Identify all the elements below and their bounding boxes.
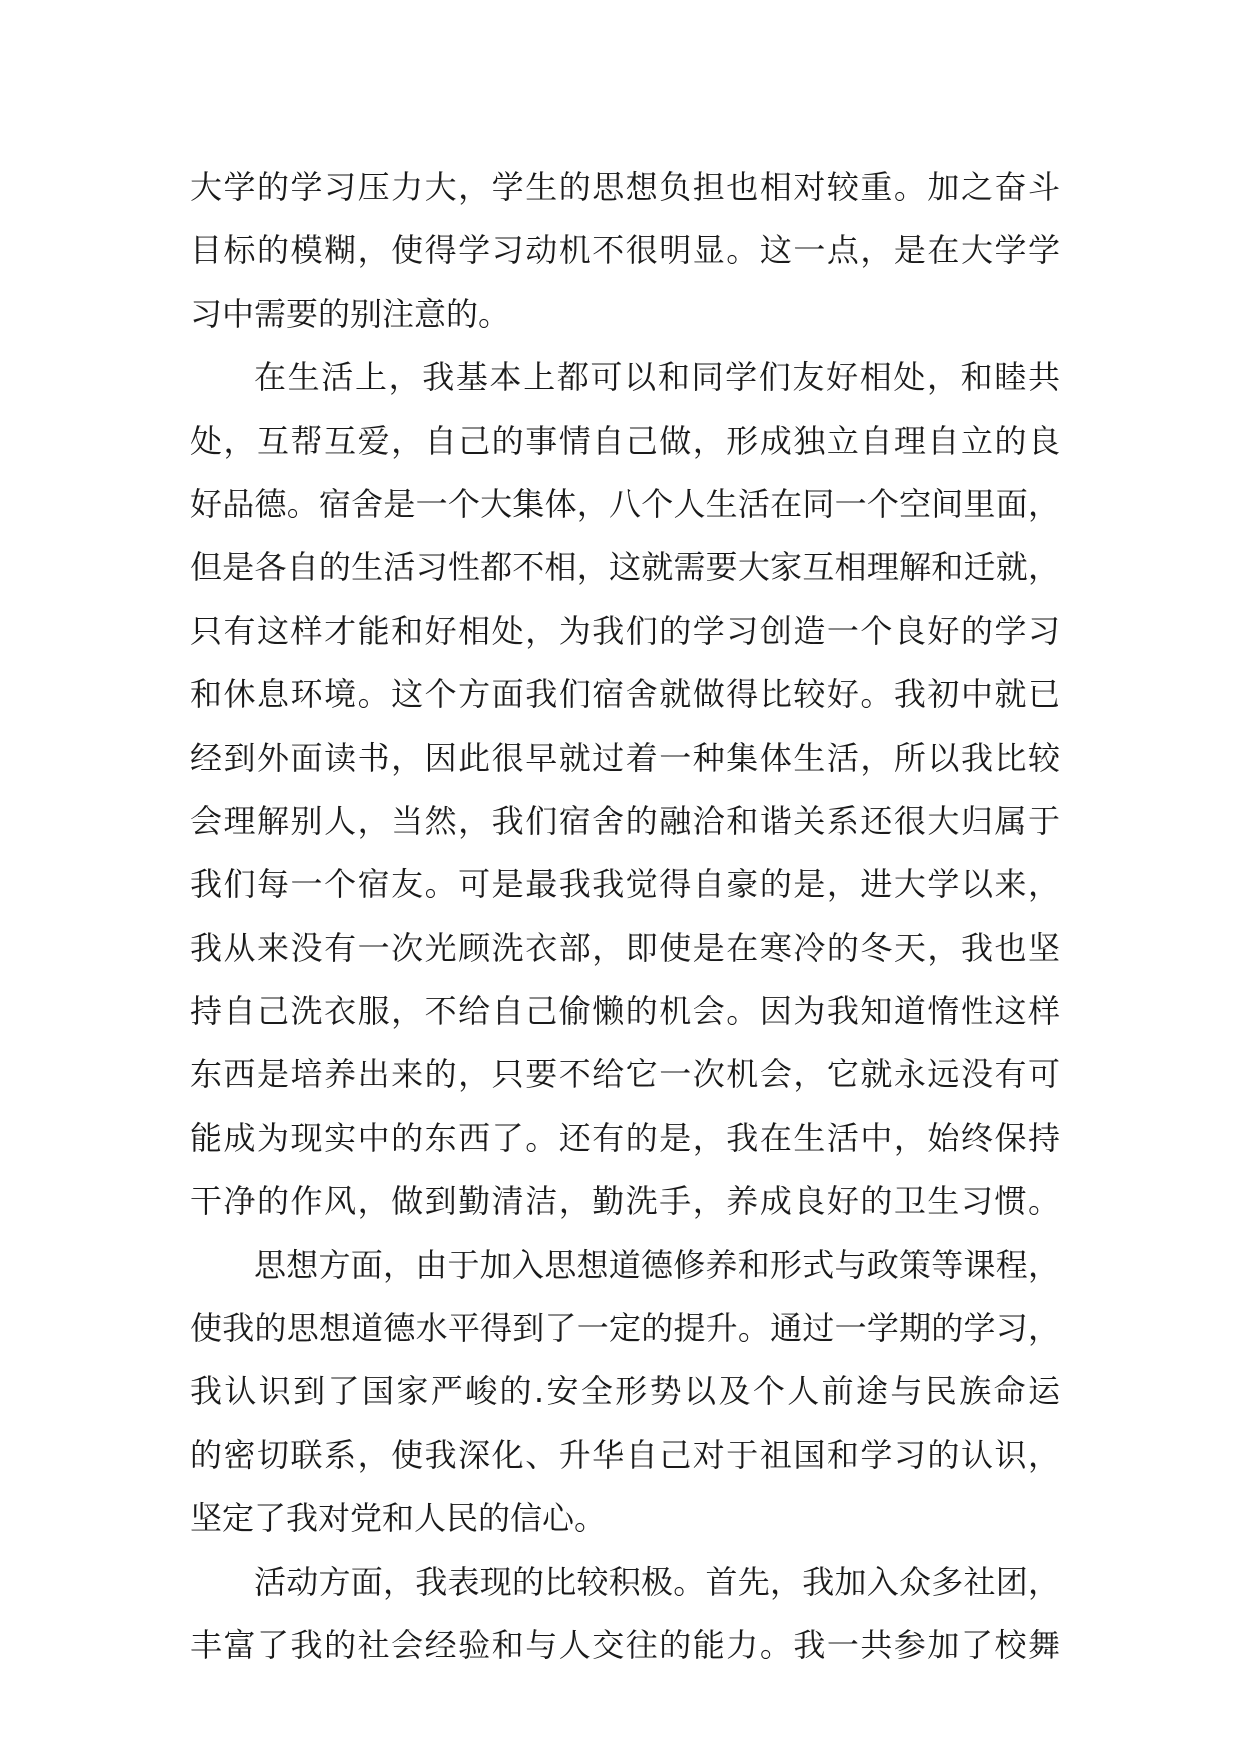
text-line: 和休息环境。这个方面我们宿舍就做得比较好。我初中就已 <box>190 675 1060 714</box>
text-line: 目标的模糊，使得学习动机不很明显。这一点，是在大学学 <box>190 231 1060 270</box>
paragraph-first-line: 思想方面，由于加入思想道德修养和形式与政策等课程， <box>254 1245 1060 1284</box>
text-line: 但是各自的生活习性都不相，这就需要大家互相理解和迁就， <box>190 548 1060 587</box>
text-line: 经到外面读书，因此很早就过着一种集体生活，所以我比较 <box>190 738 1060 777</box>
text-line: 能成为现实中的东西了。还有的是，我在生活中，始终保持 <box>190 1118 1060 1157</box>
text-line: 的密切联系，使我深化、升华自己对于祖国和学习的认识， <box>190 1435 1060 1474</box>
text-line: 处，互帮互爱，自己的事情自己做，形成独立自理自立的良 <box>190 421 1060 460</box>
text-line: 我们每一个宿友。可是最我我觉得自豪的是，进大学以来， <box>190 865 1060 904</box>
text-line: 使我的思想道德水平得到了一定的提升。通过一学期的学习， <box>190 1309 1060 1348</box>
text-line: 习中需要的别注意的。 <box>190 294 511 333</box>
paragraph-first-line: 活动方面，我表现的比较积极。首先，我加入众多社团， <box>254 1562 1060 1601</box>
text-line: 只有这样才能和好相处，为我们的学习创造一个良好的学习 <box>190 611 1060 650</box>
text-line: 我认识到了国家严峻的.安全形势以及个人前途与民族命运 <box>190 1372 1060 1411</box>
text-line: 坚定了我对党和人民的信心。 <box>190 1499 607 1538</box>
text-line: 大学的学习压力大，学生的思想负担也相对较重。加之奋斗 <box>190 168 1060 206</box>
text-line: 丰富了我的社会经验和与人交往的能力。我一共参加了校舞 <box>190 1625 1060 1664</box>
text-line: 好品德。宿舍是一个大集体，八个人生活在同一个空间里面， <box>190 484 1060 523</box>
text-line: 干净的作风，做到勤清洁，勤洗手，养成良好的卫生习惯。 <box>190 1182 1060 1221</box>
text-line: 东西是培养出来的，只要不给它一次机会，它就永远没有可 <box>190 1055 1060 1094</box>
text-line: 会理解别人，当然，我们宿舍的融洽和谐关系还很大归属于 <box>190 801 1060 840</box>
paragraph-first-line: 在生活上，我基本上都可以和同学们友好相处，和睦共 <box>254 358 1060 397</box>
body-text <box>190 156 1060 1677</box>
text-line: 我从来没有一次光顾洗衣部，即使是在寒冷的冬天，我也坚 <box>190 928 1060 967</box>
text-line: 持自己洗衣服，不给自己偷懒的机会。因为我知道惰性这样 <box>190 992 1060 1031</box>
